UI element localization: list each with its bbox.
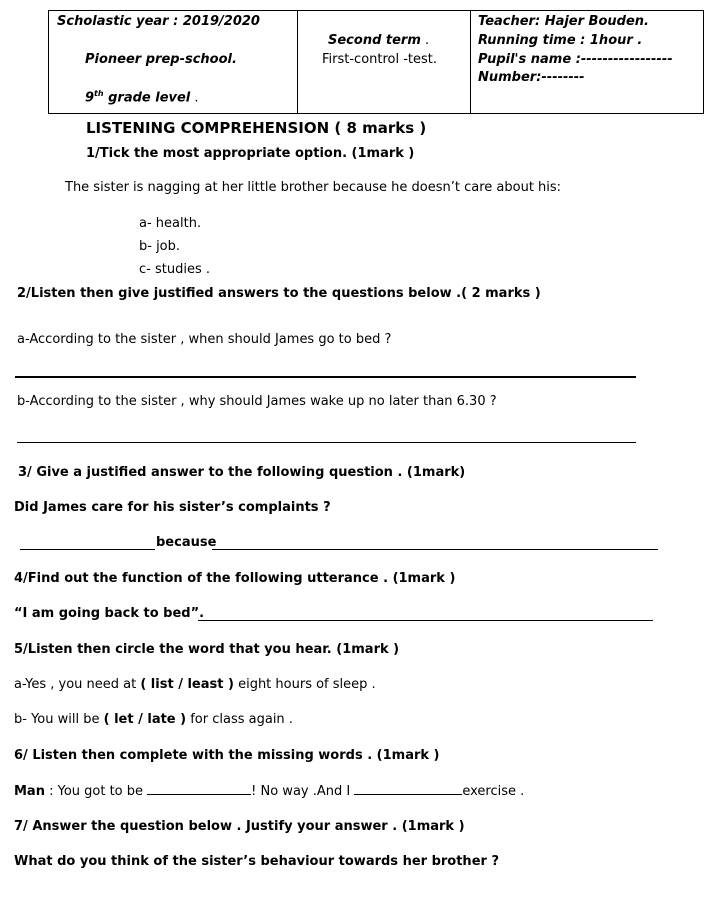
q3-justification-line — [212, 549, 658, 550]
q2-answer-line-b — [17, 442, 636, 443]
number-field: Number:-------- — [478, 70, 585, 85]
q3-answer-line — [20, 549, 155, 550]
q3-question: Did James care for his sister’s complaints ? — [14, 500, 331, 515]
q7-instruction: 7/ Answer the question below . Justify your answer . (1mark ) — [14, 819, 465, 834]
q6-speaker: Man — [14, 784, 45, 799]
q6-blank-1 — [147, 783, 251, 795]
grade-number: 9 — [85, 90, 95, 106]
q3-because: because — [156, 535, 217, 550]
school-year: Scholastic year : 2019/2020 — [57, 14, 260, 29]
school-name: Pioneer prep-school. — [85, 52, 237, 67]
q6-dialogue: Man : You got to be ! No way .And I exercise . — [14, 784, 525, 799]
q2-instruction: 2/Listen then give justified answers to the questions below .( 2 marks ) — [17, 286, 541, 301]
header-school-cell — [49, 11, 298, 114]
header-teacher-cell — [471, 11, 704, 114]
running-time: Running time : 1hour . — [478, 33, 643, 48]
grade-text: grade level — [103, 90, 191, 106]
section-title: LISTENING COMPREHENSION ( 8 marks ) — [86, 119, 427, 137]
q3-instruction: 3/ Give a justified answer to the following question . (1mark) — [18, 465, 466, 480]
q2-answer-line-a — [15, 376, 636, 378]
q7-question: What do you think of the sister’s behaviour towards her brother ? — [14, 854, 499, 869]
test-name: First-control -test. — [322, 52, 438, 67]
q1-option-b: b- job. — [139, 239, 181, 254]
q2-question-a: a-According to the sister , when should James go to bed ? — [17, 332, 392, 347]
q5-item-b: b- You will be ( let / late ) for class again . — [14, 712, 293, 727]
q4-utterance: “I am going back to bed”. — [14, 606, 205, 621]
q5-choice-b: ( let / late ) — [103, 712, 187, 727]
q5-instruction: 5/Listen then circle the word that you hear. (1mark ) — [14, 642, 400, 657]
header-term-cell — [298, 11, 471, 114]
q6-blank-2 — [354, 783, 462, 795]
q5-item-a: a-Yes , you need at ( list / least ) eight hours of sleep . — [14, 677, 376, 692]
q1-option-c: c- studies . — [139, 262, 210, 277]
q2-question-b: b-According to the sister , why should James wake up no later than 6.30 ? — [17, 394, 497, 409]
q4-instruction: 4/Find out the function of the following utterance . (1mark ) — [14, 571, 456, 586]
header-table — [48, 10, 704, 114]
q5-choice-a: ( list / least ) — [140, 677, 234, 692]
grade-suffix: th — [94, 89, 104, 98]
q1-stem: The sister is nagging at her little brother because he doesn’t care about his: — [65, 180, 562, 195]
pupil-name-field: Pupil's name :----------------- — [478, 52, 673, 67]
q1-option-a: a- health. — [139, 216, 202, 231]
grade-level: 9th grade level . — [85, 89, 199, 106]
q4-answer-line — [198, 620, 653, 621]
teacher: Teacher: Hajer Bouden. — [478, 14, 649, 29]
term: Second term . — [328, 33, 430, 48]
q1-instruction: 1/Tick the most appropriate option. (1mark ) — [86, 146, 415, 161]
q6-instruction: 6/ Listen then complete with the missing words . (1mark ) — [14, 748, 440, 763]
